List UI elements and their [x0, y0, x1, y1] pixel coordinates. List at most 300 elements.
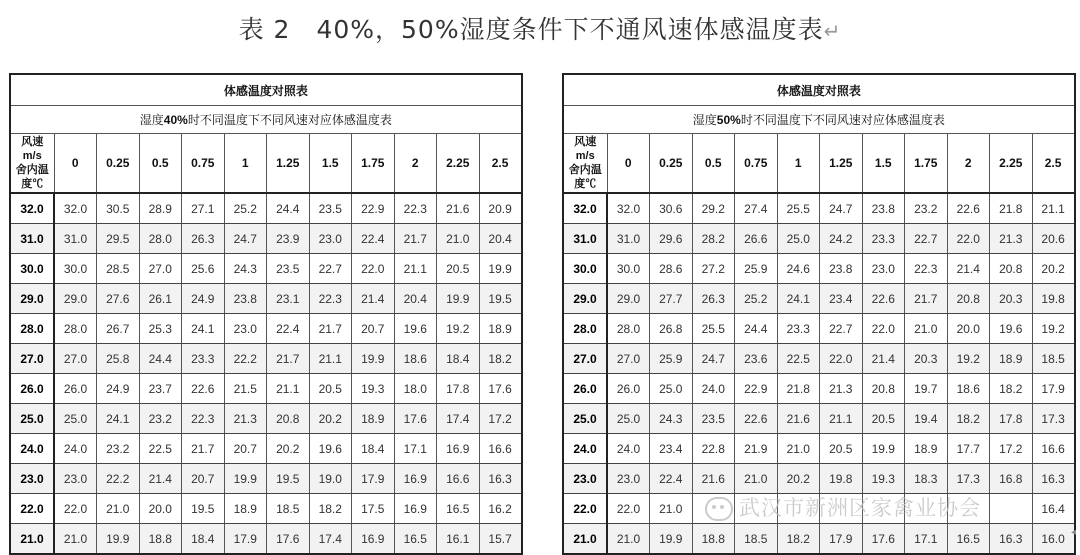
- row-temperature: 21.0: [10, 524, 54, 555]
- table-cell: 20.8: [267, 404, 310, 434]
- corner-line: 度℃: [21, 178, 44, 190]
- wind-speed-header: 2.25: [990, 134, 1033, 194]
- table-cell: 16.9: [352, 524, 395, 555]
- row-temperature: 32.0: [563, 193, 607, 224]
- table-cell: 26.6: [735, 224, 778, 254]
- table-cell: [990, 494, 1033, 524]
- table-cell: 22.0: [820, 344, 863, 374]
- table-row: [10, 434, 522, 464]
- table-row: [10, 314, 522, 344]
- page-title: [0, 10, 1080, 46]
- table-cell: 16.6: [437, 464, 480, 494]
- table-cell: 21.4: [947, 254, 990, 284]
- table-cell: 17.1: [394, 434, 437, 464]
- table-cell: 16.6: [479, 434, 522, 464]
- table-cell: 19.2: [437, 314, 480, 344]
- table-cell: 16.3: [479, 464, 522, 494]
- table-cell: 17.9: [820, 524, 863, 555]
- wind-speed-header: 0.5: [692, 134, 735, 194]
- table-cell: 21.6: [692, 464, 735, 494]
- table-cell: 20.7: [352, 314, 395, 344]
- table-cell: 27.7: [650, 284, 693, 314]
- table-cell: 24.9: [182, 284, 225, 314]
- table-cell: 24.4: [267, 193, 310, 224]
- subtitle-prefix: 湿度: [692, 113, 717, 127]
- table-cell: 17.5: [352, 494, 395, 524]
- wechat-icon: [705, 497, 733, 521]
- table-cell: 23.0: [54, 464, 97, 494]
- table-cell: 26.0: [54, 374, 97, 404]
- table-cell: 25.2: [224, 193, 267, 224]
- table-cell: 16.3: [990, 524, 1033, 555]
- table-cell: 20.6: [1032, 224, 1075, 254]
- row-temperature: 29.0: [563, 284, 607, 314]
- table-cell: 17.9: [352, 464, 395, 494]
- table-cell: 20.5: [309, 374, 352, 404]
- table-cell: 19.8: [820, 464, 863, 494]
- table-cell: 16.5: [947, 524, 990, 555]
- table-cell: 19.9: [224, 464, 267, 494]
- table-cell: 21.1: [394, 254, 437, 284]
- table-cell: 30.6: [650, 193, 693, 224]
- table-row: [563, 434, 1075, 464]
- table-row: [563, 254, 1075, 284]
- corner-line: 度℃: [574, 178, 597, 190]
- table-cell: 21.9: [735, 434, 778, 464]
- table-cell: 16.9: [394, 494, 437, 524]
- corner-header: [563, 134, 607, 194]
- table-cell: 21.7: [905, 284, 948, 314]
- table-cell: 16.9: [437, 434, 480, 464]
- table-cell: 18.2: [309, 494, 352, 524]
- row-temperature: 22.0: [10, 494, 54, 524]
- table-cell: 19.0: [309, 464, 352, 494]
- corner-line: 舍内温: [568, 164, 602, 176]
- wind-speed-header: 2.25: [437, 134, 480, 194]
- table-cell: 22.9: [735, 374, 778, 404]
- table-cell: 16.5: [394, 524, 437, 555]
- table-cell: 17.4: [437, 404, 480, 434]
- table-cell: 19.4: [905, 404, 948, 434]
- table-cell: 27.0: [607, 344, 650, 374]
- wind-speed-header: 0.75: [182, 134, 225, 194]
- table-cell: 24.7: [820, 193, 863, 224]
- table-cell: 17.6: [267, 524, 310, 555]
- table-cell: 19.6: [309, 434, 352, 464]
- table-cell: 20.9: [479, 193, 522, 224]
- table-cell: 22.5: [777, 344, 820, 374]
- table-cell: 28.5: [97, 254, 140, 284]
- table-cell: 18.2: [479, 344, 522, 374]
- row-temperature: 25.0: [563, 404, 607, 434]
- table-cell: 18.6: [947, 374, 990, 404]
- page-title-text: 表 2 40%，50%湿度条件下不通风速体感温度表: [238, 15, 824, 44]
- table-cell: 28.2: [692, 224, 735, 254]
- table-cell: 23.5: [267, 254, 310, 284]
- table-cell: 19.6: [394, 314, 437, 344]
- wind-speed-header: 1: [777, 134, 820, 194]
- table-cell: 25.8: [97, 344, 140, 374]
- table-cell: 26.7: [97, 314, 140, 344]
- corner-line: m/s: [575, 150, 595, 162]
- table-cell: 23.9: [267, 224, 310, 254]
- table-cell: 20.0: [139, 494, 182, 524]
- table-cell: 27.2: [692, 254, 735, 284]
- table-cell: 25.5: [777, 193, 820, 224]
- table-cell: 16.3: [1032, 464, 1075, 494]
- table-cell: 26.3: [692, 284, 735, 314]
- table-cell: 29.2: [692, 193, 735, 224]
- table-humidity-40: [9, 73, 523, 555]
- table-cell: 22.0: [947, 224, 990, 254]
- table-cell: 22.3: [905, 254, 948, 284]
- table-cell: 22.0: [54, 494, 97, 524]
- wind-speed-header: 1.75: [905, 134, 948, 194]
- table-cell: 18.4: [182, 524, 225, 555]
- table-title: 体感温度对照表: [563, 74, 1075, 106]
- table-cell: 20.5: [820, 434, 863, 464]
- table-cell: 21.0: [54, 524, 97, 555]
- table-cell: 23.6: [735, 344, 778, 374]
- table-cell: 19.9: [352, 344, 395, 374]
- table-row: [563, 224, 1075, 254]
- table-cell: 21.4: [352, 284, 395, 314]
- table-cell: 20.4: [479, 224, 522, 254]
- row-temperature: 26.0: [10, 374, 54, 404]
- table-cell: 18.9: [990, 344, 1033, 374]
- table-cell: 31.0: [54, 224, 97, 254]
- table-row: [10, 254, 522, 284]
- table-cell: 19.9: [650, 524, 693, 555]
- table-cell: 23.0: [607, 464, 650, 494]
- table-cell: 19.2: [1032, 314, 1075, 344]
- table-cell: 19.3: [862, 464, 905, 494]
- table-cell: 17.9: [1032, 374, 1075, 404]
- table-cell: 27.6: [97, 284, 140, 314]
- table-cell: 19.8: [1032, 284, 1075, 314]
- table-cell: 23.8: [224, 284, 267, 314]
- table-cell: 21.8: [990, 193, 1033, 224]
- table-cell: 20.2: [1032, 254, 1075, 284]
- table-cell: 22.0: [607, 494, 650, 524]
- table-cell: 21.7: [267, 344, 310, 374]
- wind-speed-header: 0: [54, 134, 97, 194]
- table-cell: 18.8: [139, 524, 182, 555]
- table-cell: 20.8: [947, 284, 990, 314]
- table-row: [10, 524, 522, 555]
- table-cell: 26.0: [607, 374, 650, 404]
- table-cell: 19.7: [905, 374, 948, 404]
- table-cell: 25.2: [735, 284, 778, 314]
- subtitle-suffix: 时不同温度下不同风速对应体感温度表: [740, 113, 945, 127]
- table-cell: 25.0: [54, 404, 97, 434]
- table-cell: 24.0: [54, 434, 97, 464]
- table-cell: 25.0: [650, 374, 693, 404]
- row-temperature: 32.0: [10, 193, 54, 224]
- table-row: [10, 344, 522, 374]
- table-cell: 24.7: [692, 344, 735, 374]
- table-cell: 25.6: [182, 254, 225, 284]
- table-cell: 20.5: [862, 404, 905, 434]
- table-cell: 22.0: [352, 254, 395, 284]
- row-temperature: 25.0: [10, 404, 54, 434]
- table-cell: 21.0: [777, 434, 820, 464]
- table-cell: 23.8: [820, 254, 863, 284]
- table-cell: 22.0: [862, 314, 905, 344]
- watermark: [705, 492, 981, 522]
- table-cell: 21.7: [309, 314, 352, 344]
- table-cell: 22.4: [352, 224, 395, 254]
- table-cell: 23.0: [224, 314, 267, 344]
- table-cell: 29.0: [607, 284, 650, 314]
- corner-line: 风速: [21, 136, 44, 148]
- table-cell: 20.8: [990, 254, 1033, 284]
- table-cell: 25.5: [692, 314, 735, 344]
- wind-speed-header: 0.25: [97, 134, 140, 194]
- table-subtitle: [563, 106, 1075, 134]
- table-cell: 18.0: [394, 374, 437, 404]
- table-cell: 27.1: [182, 193, 225, 224]
- table-cell: 21.4: [862, 344, 905, 374]
- wind-speed-header: 1.75: [352, 134, 395, 194]
- table-cell: 20.4: [394, 284, 437, 314]
- table-cell: 19.9: [437, 284, 480, 314]
- table-cell: 16.0: [1032, 524, 1075, 555]
- table-cell: 21.7: [394, 224, 437, 254]
- table-cell: 17.3: [1032, 404, 1075, 434]
- wind-speed-header: 1: [224, 134, 267, 194]
- row-temperature: 29.0: [10, 284, 54, 314]
- table-cell: 25.9: [650, 344, 693, 374]
- table-cell: 21.1: [267, 374, 310, 404]
- table-cell: 17.8: [437, 374, 480, 404]
- table-row: [10, 404, 522, 434]
- table-cell: 22.4: [650, 464, 693, 494]
- table-cell: 29.0: [54, 284, 97, 314]
- wind-speed-header: 1.5: [309, 134, 352, 194]
- table-cell: 16.1: [437, 524, 480, 555]
- table-cell: 25.9: [735, 254, 778, 284]
- table-cell: 23.2: [97, 434, 140, 464]
- wind-speed-header: 2: [394, 134, 437, 194]
- table-row: [10, 464, 522, 494]
- row-temperature: 27.0: [10, 344, 54, 374]
- table-cell: 17.2: [990, 434, 1033, 464]
- row-temperature: 23.0: [10, 464, 54, 494]
- table-cell: 23.0: [309, 224, 352, 254]
- table-cell: 24.0: [692, 374, 735, 404]
- table-cell: 20.7: [182, 464, 225, 494]
- table-cell: 18.2: [947, 404, 990, 434]
- table-cell: 32.0: [607, 193, 650, 224]
- table-cell: 16.2: [479, 494, 522, 524]
- table-cell: 18.4: [352, 434, 395, 464]
- table-cell: 23.5: [309, 193, 352, 224]
- table-cell: 17.2: [479, 404, 522, 434]
- row-temperature: 26.0: [563, 374, 607, 404]
- table-cell: 24.9: [97, 374, 140, 404]
- table-cell: 21.0: [650, 494, 693, 524]
- table-cell: 15.7: [479, 524, 522, 555]
- table-cell: 22.7: [905, 224, 948, 254]
- table-cell: 24.2: [820, 224, 863, 254]
- table-row: [10, 224, 522, 254]
- table-cell: 19.9: [862, 434, 905, 464]
- table-cell: 17.4: [309, 524, 352, 555]
- table-cell: 16.6: [1032, 434, 1075, 464]
- row-temperature: 23.0: [563, 464, 607, 494]
- table-cell: 22.6: [735, 404, 778, 434]
- subtitle-humidity: 40%: [163, 113, 188, 127]
- table-cell: 21.6: [437, 193, 480, 224]
- table-cell: 20.2: [309, 404, 352, 434]
- table-cell: 22.5: [139, 434, 182, 464]
- table-cell: 29.6: [650, 224, 693, 254]
- table-cell: 24.1: [97, 404, 140, 434]
- table-cell: 21.1: [309, 344, 352, 374]
- table-row: [563, 374, 1075, 404]
- table-cell: 22.8: [692, 434, 735, 464]
- table-cell: 20.2: [267, 434, 310, 464]
- table-cell: 22.3: [394, 193, 437, 224]
- table-cell: 18.6: [394, 344, 437, 374]
- table-cell: 18.2: [777, 524, 820, 555]
- table-row: [563, 464, 1075, 494]
- row-temperature: 21.0: [563, 524, 607, 555]
- table-cell: 22.3: [309, 284, 352, 314]
- table-cell: 22.7: [820, 314, 863, 344]
- row-temperature: 28.0: [10, 314, 54, 344]
- table-cell: 23.1: [267, 284, 310, 314]
- table-cell: 17.3: [947, 464, 990, 494]
- table-cell: 24.3: [650, 404, 693, 434]
- table-cell: 16.5: [437, 494, 480, 524]
- table-cell: 29.5: [97, 224, 140, 254]
- table-row: [563, 404, 1075, 434]
- wind-speed-header: 1.25: [820, 134, 863, 194]
- table-cell: 21.3: [990, 224, 1033, 254]
- table-cell: 21.0: [735, 464, 778, 494]
- table-subtitle: [10, 106, 522, 134]
- wind-speed-header: 0.5: [139, 134, 182, 194]
- table-cell: 16.9: [394, 464, 437, 494]
- table-cell: 21.3: [224, 404, 267, 434]
- table-row: [10, 374, 522, 404]
- table-cell: 23.4: [820, 284, 863, 314]
- table-cell: 19.9: [97, 524, 140, 555]
- table-cell: 16.8: [990, 464, 1033, 494]
- table-cell: 20.5: [437, 254, 480, 284]
- table-cell: 20.2: [777, 464, 820, 494]
- table-cell: 24.4: [735, 314, 778, 344]
- watermark-text: 武汉市新洲区家禽业协会: [739, 496, 981, 520]
- table-cell: 25.3: [139, 314, 182, 344]
- table-cell: 17.7: [947, 434, 990, 464]
- table-cell: 22.4: [267, 314, 310, 344]
- table-cell: 18.3: [905, 464, 948, 494]
- subtitle-humidity: 50%: [716, 113, 741, 127]
- table-row: [563, 284, 1075, 314]
- row-temperature: 24.0: [563, 434, 607, 464]
- table-cell: 18.5: [1032, 344, 1075, 374]
- table-cell: 20.8: [862, 374, 905, 404]
- table-cell: 19.9: [479, 254, 522, 284]
- table-cell: 24.4: [139, 344, 182, 374]
- table-cell: 18.2: [990, 374, 1033, 404]
- table-cell: 24.0: [607, 434, 650, 464]
- table-cell: 23.3: [182, 344, 225, 374]
- table-row: [563, 193, 1075, 224]
- wind-speed-header: 2.5: [479, 134, 522, 194]
- table-cell: 21.1: [820, 404, 863, 434]
- table-cell: 21.1: [1032, 193, 1075, 224]
- table-cell: 24.1: [182, 314, 225, 344]
- table-cell: 26.1: [139, 284, 182, 314]
- wind-speed-header: 0: [607, 134, 650, 194]
- table-cell: 20.3: [905, 344, 948, 374]
- table-cell: 30.0: [607, 254, 650, 284]
- table-cell: 19.2: [947, 344, 990, 374]
- table-row: [563, 344, 1075, 374]
- table-title: 体感温度对照表: [10, 74, 522, 106]
- wind-speed-header: 0.25: [650, 134, 693, 194]
- table-cell: 22.2: [97, 464, 140, 494]
- table-cell: 24.3: [224, 254, 267, 284]
- table-cell: 19.5: [479, 284, 522, 314]
- table-cell: 24.6: [777, 254, 820, 284]
- table-cell: 17.1: [905, 524, 948, 555]
- table-cell: 21.8: [777, 374, 820, 404]
- table-cell: 16.4: [1032, 494, 1075, 524]
- table-cell: 28.6: [650, 254, 693, 284]
- table-cell: 18.4: [437, 344, 480, 374]
- table-cell: 27.4: [735, 193, 778, 224]
- table-cell: 23.4: [650, 434, 693, 464]
- table-cell: 18.9: [905, 434, 948, 464]
- table-cell: 19.3: [352, 374, 395, 404]
- table-cell: 22.3: [182, 404, 225, 434]
- table-cell: 21.0: [905, 314, 948, 344]
- table-cell: 27.0: [139, 254, 182, 284]
- table-cell: 22.6: [182, 374, 225, 404]
- table-cell: 21.6: [777, 404, 820, 434]
- table-cell: 22.6: [947, 193, 990, 224]
- table-cell: 19.5: [182, 494, 225, 524]
- table-row: [563, 314, 1075, 344]
- corner-line: 舍内温: [15, 164, 49, 176]
- table-cell: 22.6: [862, 284, 905, 314]
- table-cell: 28.0: [54, 314, 97, 344]
- table-cell: 24.1: [777, 284, 820, 314]
- wind-speed-header: 0.75: [735, 134, 778, 194]
- table-cell: 26.3: [182, 224, 225, 254]
- wind-speed-header: 1.25: [267, 134, 310, 194]
- table-cell: 18.9: [352, 404, 395, 434]
- corner-line: m/s: [22, 150, 42, 162]
- row-temperature: 27.0: [563, 344, 607, 374]
- table-cell: 17.9: [224, 524, 267, 555]
- table-row: [10, 284, 522, 314]
- table-cell: 20.3: [990, 284, 1033, 314]
- row-temperature: 31.0: [10, 224, 54, 254]
- row-temperature: 31.0: [563, 224, 607, 254]
- edge-marker-icon: ◂: [1071, 527, 1077, 538]
- table-cell: 23.5: [692, 404, 735, 434]
- table-cell: 30.5: [97, 193, 140, 224]
- subtitle-prefix: 湿度: [139, 113, 164, 127]
- table-cell: 21.7: [182, 434, 225, 464]
- table-cell: 18.8: [692, 524, 735, 555]
